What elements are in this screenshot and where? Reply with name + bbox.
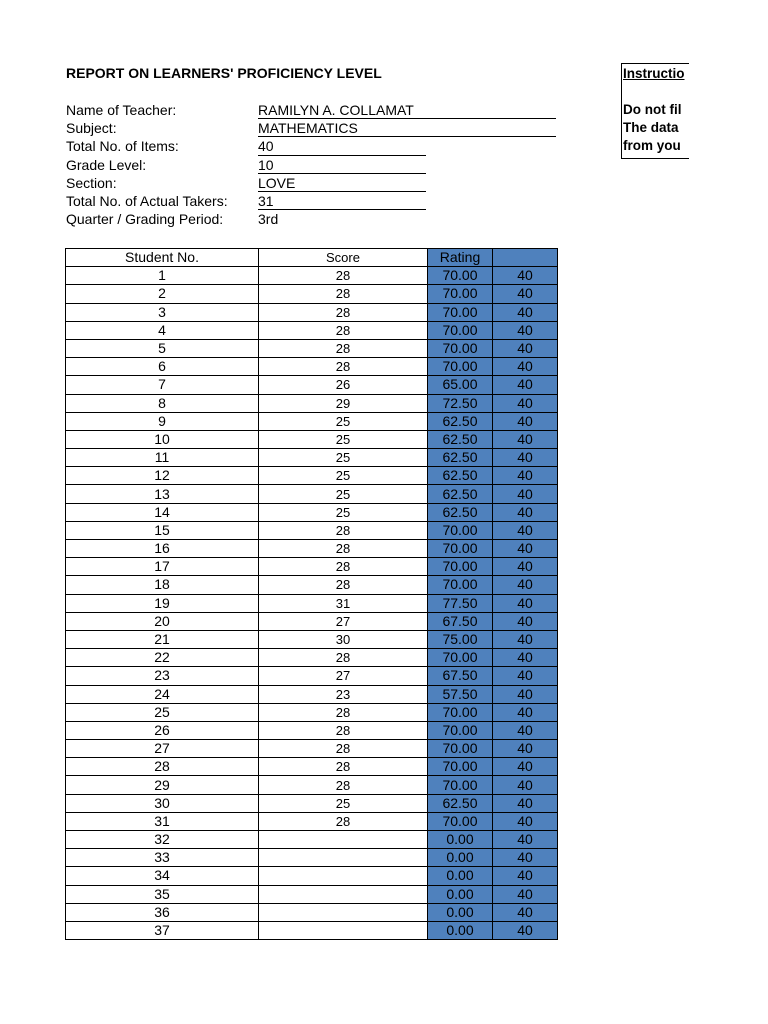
table-row xyxy=(66,867,558,885)
cell-student-no: 34 xyxy=(66,867,259,885)
table-row xyxy=(66,339,558,357)
cell-student-no: 35 xyxy=(66,885,259,903)
cell-student-no: 26 xyxy=(66,721,259,739)
cell-rating: 70.00 xyxy=(428,267,493,285)
table-row xyxy=(66,358,558,376)
cell-rating: 70.00 xyxy=(428,303,493,321)
cell-max: 40 xyxy=(493,503,558,521)
cell-rating: 70.00 xyxy=(428,558,493,576)
cell-rating: 0.00 xyxy=(428,921,493,939)
cell-rating: 67.50 xyxy=(428,667,493,685)
table-row xyxy=(66,267,558,285)
info-label: Grade Level: xyxy=(66,156,147,173)
cell-student-no: 28 xyxy=(66,758,259,776)
cell-student-no: 29 xyxy=(66,776,259,794)
table-row xyxy=(66,503,558,521)
cell-student-no: 8 xyxy=(66,394,259,412)
table-row xyxy=(66,885,558,903)
cell-max: 40 xyxy=(493,903,558,921)
cell-score xyxy=(259,831,428,849)
cell-student-no: 10 xyxy=(66,430,259,448)
instructions-line: from you xyxy=(623,138,681,153)
cell-max: 40 xyxy=(493,740,558,758)
cell-score: 25 xyxy=(259,449,428,467)
cell-max: 40 xyxy=(493,794,558,812)
cell-max: 40 xyxy=(493,394,558,412)
cell-max: 40 xyxy=(493,576,558,594)
cell-rating: 70.00 xyxy=(428,285,493,303)
table-row xyxy=(66,921,558,939)
table-row xyxy=(66,412,558,430)
cell-rating: 70.00 xyxy=(428,576,493,594)
table-row xyxy=(66,649,558,667)
cell-rating: 70.00 xyxy=(428,740,493,758)
cell-max: 40 xyxy=(493,849,558,867)
cell-max: 40 xyxy=(493,667,558,685)
cell-max: 40 xyxy=(493,558,558,576)
table-row xyxy=(66,376,558,394)
cell-max: 40 xyxy=(493,612,558,630)
instructions-line: Do not fil xyxy=(623,102,682,117)
table-row xyxy=(66,303,558,321)
table-row xyxy=(66,812,558,830)
cell-max: 40 xyxy=(493,430,558,448)
cell-rating: 57.50 xyxy=(428,685,493,703)
cell-score: 23 xyxy=(259,685,428,703)
cell-score: 28 xyxy=(259,649,428,667)
cell-score: 28 xyxy=(259,776,428,794)
cell-student-no: 12 xyxy=(66,467,259,485)
cell-score: 27 xyxy=(259,612,428,630)
report-title: REPORT ON LEARNERS' PROFICIENCY LEVEL xyxy=(66,65,382,81)
table-row xyxy=(66,685,558,703)
cell-score: 28 xyxy=(259,758,428,776)
table-row xyxy=(66,594,558,612)
cell-max: 40 xyxy=(493,831,558,849)
info-value: LOVE xyxy=(258,174,426,192)
cell-max: 40 xyxy=(493,867,558,885)
cell-rating: 75.00 xyxy=(428,630,493,648)
cell-max: 40 xyxy=(493,449,558,467)
cell-max: 40 xyxy=(493,885,558,903)
cell-rating: 62.50 xyxy=(428,467,493,485)
table-row xyxy=(66,540,558,558)
cell-score: 28 xyxy=(259,576,428,594)
cell-rating: 62.50 xyxy=(428,485,493,503)
info-label: Section: xyxy=(66,174,117,191)
cell-student-no: 13 xyxy=(66,485,259,503)
cell-max: 40 xyxy=(493,630,558,648)
cell-rating: 70.00 xyxy=(428,521,493,539)
instructions-title: Instructio xyxy=(623,66,685,81)
table-row xyxy=(66,467,558,485)
cell-rating: 70.00 xyxy=(428,776,493,794)
cell-student-no: 23 xyxy=(66,667,259,685)
cell-rating: 70.00 xyxy=(428,812,493,830)
info-value: RAMILYN A. COLLAMAT xyxy=(258,101,556,119)
table-row xyxy=(66,776,558,794)
instructions-line: The data xyxy=(623,120,679,135)
cell-student-no: 24 xyxy=(66,685,259,703)
cell-score: 25 xyxy=(259,485,428,503)
cell-score: 25 xyxy=(259,794,428,812)
header-rating: Rating xyxy=(428,249,493,267)
cell-rating: 70.00 xyxy=(428,758,493,776)
cell-score xyxy=(259,903,428,921)
cell-student-no: 1 xyxy=(66,267,259,285)
cell-score: 28 xyxy=(259,521,428,539)
cell-rating: 0.00 xyxy=(428,831,493,849)
cell-student-no: 27 xyxy=(66,740,259,758)
table-row xyxy=(66,849,558,867)
cell-max: 40 xyxy=(493,467,558,485)
cell-score: 25 xyxy=(259,430,428,448)
score-table xyxy=(65,248,558,940)
instructions-box xyxy=(621,63,689,159)
cell-max: 40 xyxy=(493,776,558,794)
cell-student-no: 36 xyxy=(66,903,259,921)
cell-rating: 70.00 xyxy=(428,721,493,739)
cell-max: 40 xyxy=(493,485,558,503)
cell-max: 40 xyxy=(493,540,558,558)
cell-score: 28 xyxy=(259,339,428,357)
cell-score: 28 xyxy=(259,303,428,321)
cell-max: 40 xyxy=(493,321,558,339)
info-value: 3rd xyxy=(258,211,279,228)
cell-student-no: 30 xyxy=(66,794,259,812)
cell-student-no: 4 xyxy=(66,321,259,339)
table-row xyxy=(66,612,558,630)
cell-score: 28 xyxy=(259,358,428,376)
table-row xyxy=(66,740,558,758)
cell-rating: 62.50 xyxy=(428,412,493,430)
table-header-row xyxy=(66,249,558,267)
cell-rating: 62.50 xyxy=(428,503,493,521)
cell-score xyxy=(259,885,428,903)
cell-student-no: 7 xyxy=(66,376,259,394)
cell-max: 40 xyxy=(493,921,558,939)
cell-student-no: 33 xyxy=(66,849,259,867)
table-row xyxy=(66,285,558,303)
header-max xyxy=(493,249,558,267)
cell-student-no: 3 xyxy=(66,303,259,321)
cell-rating: 70.00 xyxy=(428,339,493,357)
cell-max: 40 xyxy=(493,758,558,776)
cell-max: 40 xyxy=(493,812,558,830)
cell-score: 25 xyxy=(259,503,428,521)
cell-score: 28 xyxy=(259,721,428,739)
cell-max: 40 xyxy=(493,521,558,539)
cell-rating: 65.00 xyxy=(428,376,493,394)
cell-rating: 0.00 xyxy=(428,849,493,867)
cell-rating: 77.50 xyxy=(428,594,493,612)
cell-max: 40 xyxy=(493,685,558,703)
cell-student-no: 32 xyxy=(66,831,259,849)
table-row xyxy=(66,630,558,648)
cell-student-no: 5 xyxy=(66,339,259,357)
cell-score xyxy=(259,867,428,885)
table-row xyxy=(66,831,558,849)
cell-rating: 62.50 xyxy=(428,794,493,812)
cell-student-no: 22 xyxy=(66,649,259,667)
cell-max: 40 xyxy=(493,267,558,285)
table-row xyxy=(66,558,558,576)
cell-student-no: 2 xyxy=(66,285,259,303)
cell-student-no: 25 xyxy=(66,703,259,721)
cell-student-no: 17 xyxy=(66,558,259,576)
cell-score: 26 xyxy=(259,376,428,394)
cell-score: 27 xyxy=(259,667,428,685)
cell-score xyxy=(259,921,428,939)
cell-student-no: 18 xyxy=(66,576,259,594)
info-label: Subject: xyxy=(66,120,117,137)
table-row xyxy=(66,758,558,776)
table-row xyxy=(66,903,558,921)
table-row xyxy=(66,703,558,721)
cell-rating: 0.00 xyxy=(428,885,493,903)
cell-rating: 70.00 xyxy=(428,703,493,721)
cell-rating: 70.00 xyxy=(428,649,493,667)
cell-student-no: 15 xyxy=(66,521,259,539)
cell-score: 28 xyxy=(259,267,428,285)
cell-rating: 62.50 xyxy=(428,449,493,467)
info-value: 31 xyxy=(258,192,426,210)
table-row xyxy=(66,449,558,467)
info-label: Total No. of Actual Takers: xyxy=(66,192,228,209)
cell-rating: 67.50 xyxy=(428,612,493,630)
cell-score: 28 xyxy=(259,285,428,303)
cell-score: 25 xyxy=(259,412,428,430)
cell-max: 40 xyxy=(493,285,558,303)
cell-score: 28 xyxy=(259,540,428,558)
cell-score: 31 xyxy=(259,594,428,612)
cell-rating: 70.00 xyxy=(428,358,493,376)
cell-max: 40 xyxy=(493,303,558,321)
cell-student-no: 6 xyxy=(66,358,259,376)
cell-max: 40 xyxy=(493,339,558,357)
cell-rating: 70.00 xyxy=(428,540,493,558)
table-row xyxy=(66,521,558,539)
cell-score: 28 xyxy=(259,740,428,758)
table-row xyxy=(66,667,558,685)
cell-max: 40 xyxy=(493,703,558,721)
cell-rating: 62.50 xyxy=(428,430,493,448)
table-row xyxy=(66,576,558,594)
table-row xyxy=(66,321,558,339)
info-value: 40 xyxy=(258,137,426,155)
cell-max: 40 xyxy=(493,594,558,612)
cell-score xyxy=(259,849,428,867)
cell-max: 40 xyxy=(493,376,558,394)
info-value: MATHEMATICS xyxy=(258,119,556,137)
cell-student-no: 37 xyxy=(66,921,259,939)
cell-max: 40 xyxy=(493,721,558,739)
cell-rating: 72.50 xyxy=(428,394,493,412)
cell-student-no: 19 xyxy=(66,594,259,612)
cell-score: 28 xyxy=(259,703,428,721)
cell-score: 28 xyxy=(259,558,428,576)
header-student-no: Student No. xyxy=(66,249,259,267)
cell-student-no: 21 xyxy=(66,630,259,648)
info-label: Name of Teacher: xyxy=(66,102,177,118)
cell-score: 25 xyxy=(259,467,428,485)
cell-rating: 0.00 xyxy=(428,903,493,921)
cell-max: 40 xyxy=(493,358,558,376)
cell-max: 40 xyxy=(493,649,558,667)
cell-student-no: 14 xyxy=(66,503,259,521)
cell-student-no: 11 xyxy=(66,449,259,467)
header-score: Score xyxy=(259,249,428,267)
info-label: Quarter / Grading Period: xyxy=(66,211,224,228)
cell-student-no: 9 xyxy=(66,412,259,430)
cell-student-no: 16 xyxy=(66,540,259,558)
cell-rating: 0.00 xyxy=(428,867,493,885)
cell-student-no: 20 xyxy=(66,612,259,630)
cell-score: 30 xyxy=(259,630,428,648)
cell-score: 28 xyxy=(259,321,428,339)
info-value: 10 xyxy=(258,156,426,174)
cell-max: 40 xyxy=(493,412,558,430)
cell-rating: 70.00 xyxy=(428,321,493,339)
cell-score: 28 xyxy=(259,812,428,830)
table-row xyxy=(66,794,558,812)
table-row xyxy=(66,394,558,412)
cell-student-no: 31 xyxy=(66,812,259,830)
cell-score: 29 xyxy=(259,394,428,412)
table-row xyxy=(66,430,558,448)
table-row xyxy=(66,485,558,503)
table-row xyxy=(66,721,558,739)
info-label: Total No. of Items: xyxy=(66,138,179,155)
